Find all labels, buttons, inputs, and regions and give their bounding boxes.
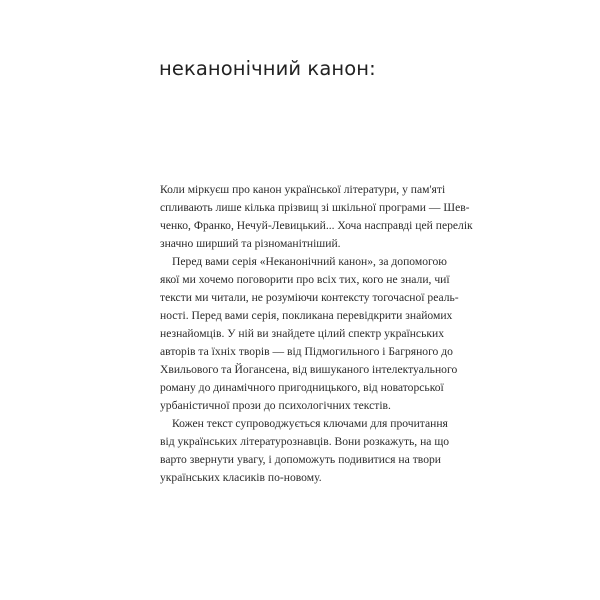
paragraph-3 [160,415,450,487]
page-title: неканонічний канон: [159,57,376,80]
text-line: якої ми хочемо поговорити про всіх тих, кого не знали, чиї [160,273,450,286]
text-line: роману до динамічного пригодницького, від новаторської [160,381,444,394]
text-line: від українських літературознавців. Вони розкажуть, на що [160,435,450,448]
paragraph-1 [160,181,473,253]
text-line: варто звернути увагу, і допоможуть подивитися на твори [160,453,441,466]
text-line: ності. Перед вами серія, покликана перевідкрити знайомих [160,309,453,322]
text-line: Перед вами серія «Неканонічний канон», за допомогою [172,255,447,268]
paragraph-2 [160,253,459,415]
text-line: Хвильового та Йогансена, від вишуканого інтелектуального [160,363,458,376]
intro-text [160,181,473,487]
text-line: тексти ми читали, не розуміючи контексту тогочасної реаль- [160,291,459,304]
text-line: урбаністичної прози до психологічних текстів. [160,399,391,412]
text-line: Коли міркуєш про канон української літератури, у пам'яті [160,183,446,196]
text-line: ченко, Франко, Нечуй-Левицький... Хоча насправді цей перелік [160,219,473,232]
text-line: українських класиків по-новому. [160,471,322,484]
text-line: значно ширший та різноманітніший. [160,237,341,250]
text-line: незнайомців. У ній ви знайдете цілий спектр українських [160,327,445,340]
text-line: спливають лише кілька прізвищ зі шкільної програми — Шев- [160,201,470,214]
text-line: Кожен текст супроводжується ключами для прочитання [172,417,448,430]
text-line: авторів та їхніх творів — від Підмогильного і Багряного до [160,345,453,358]
